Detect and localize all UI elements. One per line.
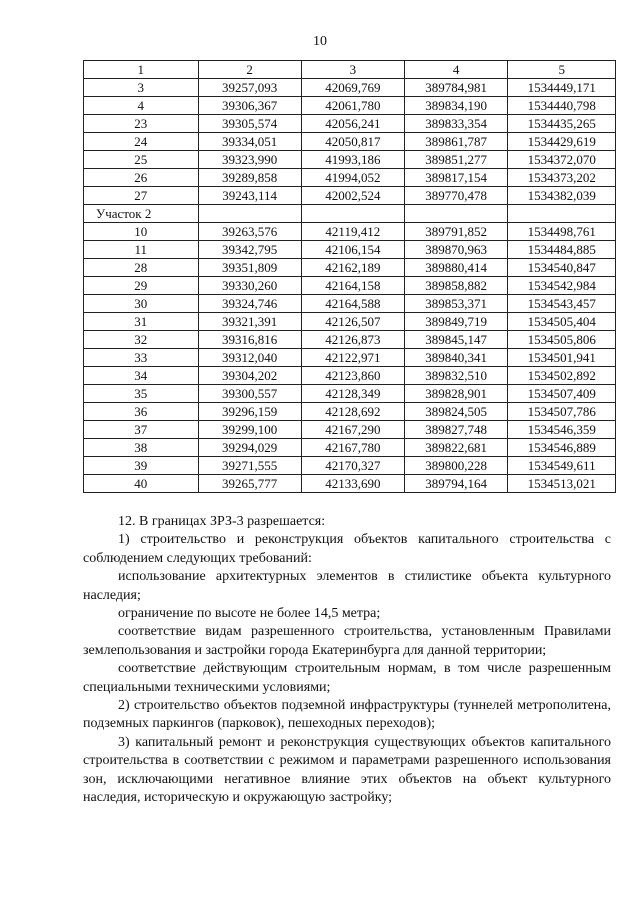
coordinate-cell: 39324,746 [198, 295, 301, 313]
coordinate-cell: 42126,873 [301, 331, 404, 349]
coordinate-cell: 389880,414 [404, 259, 507, 277]
coordinate-cell: 42128,692 [301, 403, 404, 421]
coordinate-cell: 1534429,619 [508, 133, 616, 151]
coordinate-cell: 389851,277 [404, 151, 507, 169]
coordinate-cell: 39304,202 [198, 367, 301, 385]
coordinate-cell: 39306,367 [198, 97, 301, 115]
table-row [84, 115, 616, 133]
coordinate-cell: 39312,040 [198, 349, 301, 367]
coordinate-cell: 389828,901 [404, 385, 507, 403]
coordinate-cell: 389861,787 [404, 133, 507, 151]
clause-item: 3) капитальный ремонт и реконструкция существующих объектов капитального строительства в соответствии с режимом и параметрами разрешенного использования зон, исключающими негативное влияние этих объектов на объект культурного наследия, историческую и окружающую застройку; [83, 734, 611, 806]
coordinate-cell: 389794,164 [404, 475, 507, 493]
table-header-row [84, 61, 616, 79]
point-number-cell: 4 [84, 97, 199, 115]
point-number-cell: 11 [84, 241, 199, 259]
table-row [84, 367, 616, 385]
point-number-cell: 33 [84, 349, 199, 367]
coordinate-cell: 389791,852 [404, 223, 507, 241]
coordinate-cell: 39305,574 [198, 115, 301, 133]
coordinate-cell: 39330,260 [198, 277, 301, 295]
section-row [84, 205, 616, 223]
coordinate-cell: 1534546,889 [508, 439, 616, 457]
table-row [84, 421, 616, 439]
coordinate-cell: 1534440,798 [508, 97, 616, 115]
coordinate-cell: 1534373,202 [508, 169, 616, 187]
coordinate-cell: 1534435,265 [508, 115, 616, 133]
coordinate-cell: 42061,780 [301, 97, 404, 115]
coordinate-cell: 39243,114 [198, 187, 301, 205]
coordinate-cell: 1534484,885 [508, 241, 616, 259]
coordinate-cell: 39316,816 [198, 331, 301, 349]
table-row [84, 97, 616, 115]
table-row [84, 295, 616, 313]
coordinate-cell: 1534513,021 [508, 475, 616, 493]
table-row [84, 151, 616, 169]
coordinate-cell: 389858,882 [404, 277, 507, 295]
coordinate-cell [508, 205, 616, 223]
coordinate-cell: 42069,769 [301, 79, 404, 97]
coordinate-cell: 1534372,070 [508, 151, 616, 169]
coordinate-cell: 1534505,404 [508, 313, 616, 331]
coordinate-cell: 42164,158 [301, 277, 404, 295]
coordinate-cell: 39257,093 [198, 79, 301, 97]
coordinate-cell: 42164,588 [301, 295, 404, 313]
clause-requirement: соответствие видам разрешенного строительства, установленным Правилами землепользования и застройки города Екатеринбурга для данной территории; [83, 624, 611, 658]
coordinate-cell: 39271,555 [198, 457, 301, 475]
coordinate-cell: 389770,478 [404, 187, 507, 205]
coordinate-cell: 39299,100 [198, 421, 301, 439]
point-number-cell: 25 [84, 151, 199, 169]
table-row [84, 439, 616, 457]
coordinate-cell: 1534449,171 [508, 79, 616, 97]
coordinate-cell: 1534540,847 [508, 259, 616, 277]
coordinate-cell: 1534546,359 [508, 421, 616, 439]
clause-heading: 12. В границах ЗРЗ-3 разрешается: [118, 514, 326, 529]
coordinate-cell: 1534498,761 [508, 223, 616, 241]
coordinate-cell: 42162,189 [301, 259, 404, 277]
point-number-cell: 32 [84, 331, 199, 349]
clause-item: 2) строительство объектов подземной инфраструктуры (туннелей метрополитена, подземных паркингов (парковок), пешеходных переходов); [83, 698, 611, 732]
point-number-cell: 3 [84, 79, 199, 97]
coordinate-cell: 389840,341 [404, 349, 507, 367]
coordinate-cell: 389833,354 [404, 115, 507, 133]
coordinate-cell: 41993,186 [301, 151, 404, 169]
table-row [84, 259, 616, 277]
coordinate-cell: 389845,147 [404, 331, 507, 349]
coordinate-cell [301, 205, 404, 223]
table-row [84, 331, 616, 349]
point-number-cell: 29 [84, 277, 199, 295]
coordinate-cell: 1534549,611 [508, 457, 616, 475]
coordinate-cell: 42170,327 [301, 457, 404, 475]
coordinate-cell: 389817,154 [404, 169, 507, 187]
header-cell: 3 [301, 61, 404, 79]
point-number-cell: 27 [84, 187, 199, 205]
coordinate-cell [198, 205, 301, 223]
coordinate-cell: 42106,154 [301, 241, 404, 259]
table-row [84, 133, 616, 151]
coordinate-cell: 389784,981 [404, 79, 507, 97]
coordinate-cell: 39289,858 [198, 169, 301, 187]
point-number-cell: 28 [84, 259, 199, 277]
coordinate-cell: 39351,809 [198, 259, 301, 277]
coordinate-cell: 42056,241 [301, 115, 404, 133]
point-number-cell: 36 [84, 403, 199, 421]
coordinate-cell: 39342,795 [198, 241, 301, 259]
coordinate-cell: 1534542,984 [508, 277, 616, 295]
clause-requirement: ограничение по высоте не более 14,5 метра; [118, 606, 381, 622]
coordinate-cell: 389827,748 [404, 421, 507, 439]
point-number-cell: Участок 2 [84, 205, 199, 223]
point-number-cell: 34 [84, 367, 199, 385]
coordinate-cell: 41994,052 [301, 169, 404, 187]
point-number-cell: 10 [84, 223, 199, 241]
coordinate-cell: 42119,412 [301, 223, 404, 241]
coordinate-cell: 389834,190 [404, 97, 507, 115]
coordinate-cell: 42122,971 [301, 349, 404, 367]
table-row [84, 241, 616, 259]
coordinate-cell: 39321,391 [198, 313, 301, 331]
table-row [84, 313, 616, 331]
table-row [84, 223, 616, 241]
header-cell: 5 [508, 61, 616, 79]
point-number-cell: 38 [84, 439, 199, 457]
table-row [84, 385, 616, 403]
coordinate-cell: 1534505,806 [508, 331, 616, 349]
regulation-text [83, 513, 611, 808]
coordinate-cell: 389822,681 [404, 439, 507, 457]
coordinate-cell: 1534382,039 [508, 187, 616, 205]
clause-requirement: использование архитектурных элементов в стилистике объекта культурного наследия; [83, 569, 611, 603]
coordinate-cell: 42167,780 [301, 439, 404, 457]
coordinate-cell: 389832,510 [404, 367, 507, 385]
point-number-cell: 37 [84, 421, 199, 439]
coordinate-cell: 389800,228 [404, 457, 507, 475]
coordinate-cell: 389824,505 [404, 403, 507, 421]
coordinate-cell: 39296,159 [198, 403, 301, 421]
point-number-cell: 40 [84, 475, 199, 493]
coordinate-cell: 1534507,409 [508, 385, 616, 403]
point-number-cell: 30 [84, 295, 199, 313]
table-row [84, 169, 616, 187]
point-number-cell: 23 [84, 115, 199, 133]
coordinate-cell: 42123,860 [301, 367, 404, 385]
table-row [84, 457, 616, 475]
coordinate-cell: 389853,371 [404, 295, 507, 313]
page-number: 10 [313, 34, 327, 49]
point-number-cell: 31 [84, 313, 199, 331]
point-number-cell: 26 [84, 169, 199, 187]
clause-requirement: соответствие действующим строительным нормам, в том числе разрешенным специальными техническими условиями; [83, 661, 611, 695]
coordinate-cell: 39334,051 [198, 133, 301, 151]
table-row [84, 349, 616, 367]
coordinate-cell: 42002,524 [301, 187, 404, 205]
table-row [84, 187, 616, 205]
header-cell: 1 [84, 61, 199, 79]
point-number-cell: 39 [84, 457, 199, 475]
clause-item: 1) строительство и реконструкция объектов капитального строительства с соблюдением следующих требований: [83, 532, 611, 566]
coordinate-cell: 1534543,457 [508, 295, 616, 313]
coordinate-cell: 39263,576 [198, 223, 301, 241]
table-row [84, 277, 616, 295]
coordinate-cell: 1534507,786 [508, 403, 616, 421]
coordinate-cell: 42050,817 [301, 133, 404, 151]
coordinate-cell: 39294,029 [198, 439, 301, 457]
coordinate-cell: 39300,557 [198, 385, 301, 403]
coordinate-cell: 1534501,941 [508, 349, 616, 367]
coordinate-cell: 42133,690 [301, 475, 404, 493]
coordinate-cell: 1534502,892 [508, 367, 616, 385]
table-row [84, 403, 616, 421]
point-number-cell: 35 [84, 385, 199, 403]
coordinate-cell: 42167,290 [301, 421, 404, 439]
coordinate-cell: 42126,507 [301, 313, 404, 331]
header-cell: 4 [404, 61, 507, 79]
coordinate-cell: 39265,777 [198, 475, 301, 493]
coordinate-cell: 39323,990 [198, 151, 301, 169]
coordinate-cell: 389870,963 [404, 241, 507, 259]
point-number-cell: 24 [84, 133, 199, 151]
coordinate-cell: 389849,719 [404, 313, 507, 331]
table-row [84, 475, 616, 493]
coordinates-table [83, 60, 616, 493]
coordinate-cell: 42128,349 [301, 385, 404, 403]
table-row [84, 79, 616, 97]
coordinate-cell [404, 205, 507, 223]
header-cell: 2 [198, 61, 301, 79]
